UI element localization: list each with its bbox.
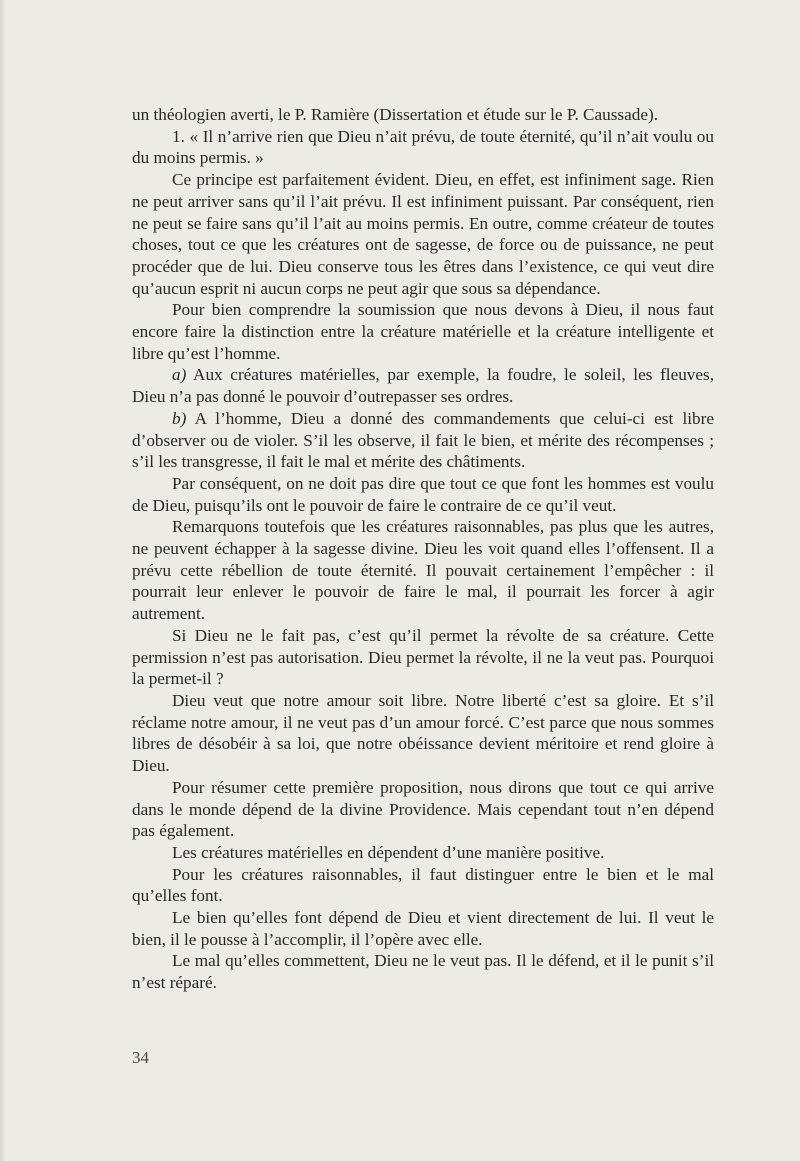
paragraph: Pour les créatures raisonnables, il faut distinguer entre le bien et le mal qu’elles font. bbox=[132, 864, 714, 906]
paragraph: Pour bien comprendre la soumission que nous devons à Dieu, il nous faut encore faire la distinction entre la créature matérielle et la créature intelligente et libre qu’est l’homme. bbox=[132, 300, 714, 363]
paragraph: Le mal qu’elles commettent, Dieu ne le veut pas. Il le défend, et il le punit s’il n’est réparé. bbox=[132, 951, 714, 993]
paragraph: un théologien averti, le P. Ramière (Dissertation et étude sur le P. Caussade). bbox=[132, 105, 658, 124]
paragraph bbox=[132, 408, 714, 473]
body-text bbox=[132, 104, 714, 994]
paragraph-text: A l’homme, Dieu a donné des commandements que celui-ci est libre d’observer ou de violer. S’il les observe, il fait le bien, et mérite des récompenses ; s’il les transgresse, il fait le mal et mérite des châtiments. bbox=[132, 408, 714, 472]
list-marker: b) bbox=[172, 408, 187, 428]
paragraph: Le bien qu’elles font dépend de Dieu et vient directement de lui. Il veut le bien, il le pousse à l’accomplir, il l’opère avec elle. bbox=[132, 908, 714, 949]
paragraph: Remarquons toutefois que les créatures raisonnables, pas plus que les autres, ne peuvent échapper à la sagesse divine. Dieu les voit quand elles l’offensent. Il a prévu cette rébellion de toute éternité. Il pouvait certainement l’empêcher : il pourrait leur enlever le pouvoir de faire le mal, il pourrait les forcer à agir autrement. bbox=[132, 517, 714, 624]
list-marker: a) bbox=[172, 365, 187, 385]
page-edge-shadow bbox=[0, 0, 6, 1161]
paragraph: Dieu veut que notre amour soit libre. Notre liberté c’est sa gloire. Et s’il réclame notre amour, il ne veut pas d’un amour forcé. C’est parce que nous sommes libres de désobéir à sa loi, que notre obéissance devient méritoire et rend gloire à Dieu. bbox=[132, 690, 714, 776]
paragraph-text: Aux créatures matérielles, par exemple, la foudre, le soleil, les fleuves, Dieu n’a pas donné le pouvoir d’outrepasser ses ordres. bbox=[132, 365, 714, 407]
paragraph: Par conséquent, on ne doit pas dire que tout ce que font les hommes est voulu de Dieu, puisqu’ils ont le pouvoir de faire le contraire de ce qu’il veut. bbox=[132, 473, 714, 515]
page-number: 34 bbox=[132, 1048, 149, 1067]
paragraph: Ce principe est parfaitement évident. Dieu, en effet, est infiniment sage. Rien ne peut arriver sans qu’il l’ait prévu. Il est infiniment puissant. Par conséquent, rien ne peut se faire sans qu’il l’ait au moins permis. En outre, comme créateur de toutes choses, tout ce que les créatures ont de sagesse, de force ou de puissance, ne peut procéder que de lui. Dieu conserve tous les êtres dans l’existence, ce qui veut dire qu’aucun esprit ni aucun corps ne peut agir que sous sa dépendance. bbox=[132, 170, 714, 298]
paragraph: Si Dieu ne le fait pas, c’est qu’il permet la révolte de sa créature. Cette permission n’est pas autorisation. Dieu permet la révolte, il ne la veut pas. Pourquoi la permet-il ? bbox=[132, 625, 714, 689]
paragraph: Les créatures matérielles en dépendent d’une manière positive. bbox=[172, 842, 605, 862]
paragraph: Pour résumer cette première proposition, nous dirons que tout ce qui arrive dans le monde dépend de la divine Providence. Mais cependant tout n’en dépend pas également. bbox=[132, 777, 714, 841]
paragraph bbox=[132, 364, 714, 407]
paragraph: 1. « Il n’arrive rien que Dieu n’ait prévu, de toute éternité, qu’il n’ait voulu ou du moins permis. » bbox=[132, 126, 714, 168]
